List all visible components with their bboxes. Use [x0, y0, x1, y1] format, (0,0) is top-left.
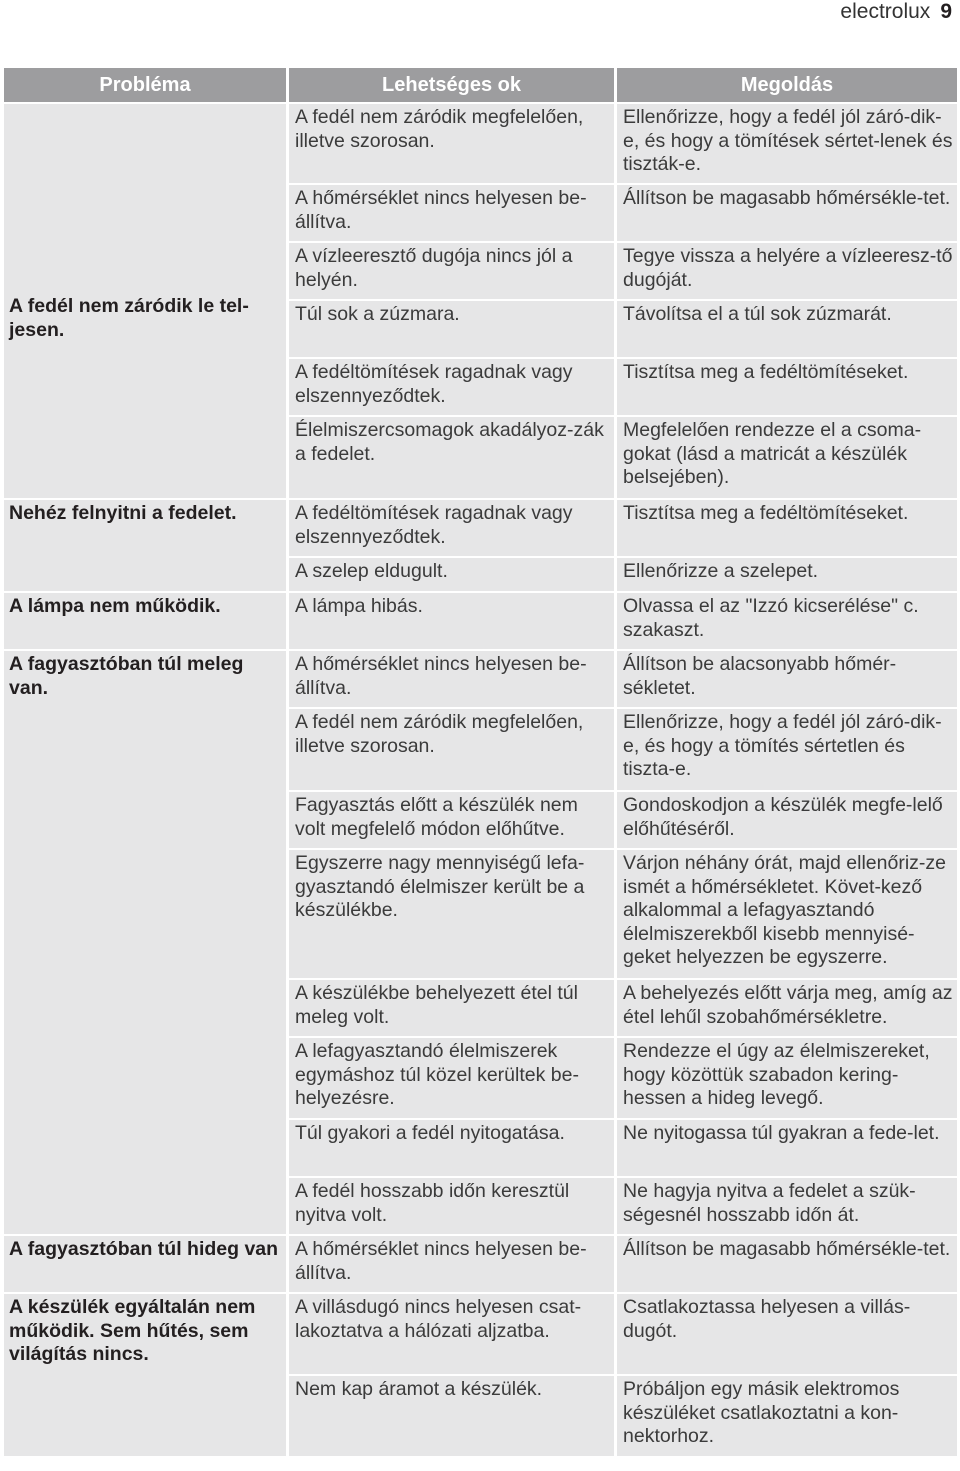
- table-row: [4, 1234, 957, 1292]
- cause-cell: A vízleeresztő dugója nincs jól a helyén.: [289, 241, 617, 299]
- table-row: [4, 102, 957, 183]
- table-row: [4, 591, 957, 649]
- cause-cell: Fagyasztás előtt a készülék nem volt megfelelő módon előhűtve.: [289, 790, 617, 848]
- problem-text: A fedél nem záródik le tel-jesen.: [9, 295, 249, 341]
- column-header-problem: Probléma: [4, 68, 289, 102]
- cause-cell: A fedéltömítések ragadnak vagy elszennyeződtek.: [289, 357, 617, 415]
- solution-cell: Ellenőrizze a szelepet.: [617, 556, 957, 591]
- cause-cell: A fedél hosszabb időn keresztül nyitva volt.: [289, 1176, 617, 1234]
- brand-name: electrolux: [840, 0, 931, 23]
- solution-cell: Olvassa el az "Izzó kicserélése" c. szakaszt.: [617, 591, 957, 649]
- troubleshooting-table: [4, 68, 957, 1456]
- column-header-cause: Lehetséges ok: [289, 68, 617, 102]
- cause-cell: A lámpa hibás.: [289, 591, 617, 649]
- cause-cell: A hőmérséklet nincs helyesen be-állítva.: [289, 183, 617, 241]
- cause-cell: A készülékbe behelyezett étel túl meleg volt.: [289, 978, 617, 1036]
- problem-cell-lamp: A lámpa nem működik.: [4, 591, 289, 649]
- solution-cell: Állítson be magasabb hőmérsékle-tet.: [617, 183, 957, 241]
- solution-cell: Megfelelően rendezze el a csoma-gokat (lásd a matricát a készülék belsejében).: [617, 415, 957, 498]
- solution-cell: Távolítsa el a túl sok zúzmarát.: [617, 299, 957, 357]
- table-row: [4, 649, 957, 707]
- cause-cell: Egyszerre nagy mennyiségű lefa-gyasztandó élelmiszer került be a készülékbe.: [289, 848, 617, 978]
- page-number: 9: [940, 0, 952, 23]
- cause-cell: Nem kap áramot a készülék.: [289, 1374, 617, 1456]
- problem-cell-lid: [4, 102, 289, 498]
- column-header-solution: Megoldás: [617, 68, 957, 102]
- cause-cell: A fedél nem záródik megfelelően, illetve szorosan.: [289, 102, 617, 183]
- solution-cell: Tegye vissza a helyére a vízleeresz-tő dugóját.: [617, 241, 957, 299]
- solution-cell: Állítson be alacsonyabb hőmér-sékletet.: [617, 649, 957, 707]
- solution-cell: Ne nyitogassa túl gyakran a fede-let.: [617, 1118, 957, 1176]
- solution-cell: Ellenőrizze, hogy a fedél jól záró-dik-e, és hogy a tömítés sértetlen és tiszta-e.: [617, 707, 957, 790]
- cause-cell: Túl sok a zúzmara.: [289, 299, 617, 357]
- solution-cell: Ellenőrizze, hogy a fedél jól záró-dik-e, és hogy a tömítések sértet-lenek és tiszták-e.: [617, 102, 957, 183]
- solution-cell: Várjon néhány órát, majd ellenőriz-ze ismét a hőmérsékletet. Követ-kező alkalommal a lefagyasztandó élelmiszerekből kisebb mennyisé-geket helyezzen be egyszerre.: [617, 848, 957, 978]
- cause-cell: Túl gyakori a fedél nyitogatása.: [289, 1118, 617, 1176]
- solution-cell: Gondoskodjon a készülék megfe-lelő előhűtéséről.: [617, 790, 957, 848]
- cause-cell: A fedéltömítések ragadnak vagy elszennyeződtek.: [289, 498, 617, 556]
- solution-cell: Állítson be magasabb hőmérsékle-tet.: [617, 1234, 957, 1292]
- solution-cell: Ne hagyja nyitva a fedelet a szük-ségesnél hosszabb időn át.: [617, 1176, 957, 1234]
- cause-cell: A hőmérséklet nincs helyesen be-állítva.: [289, 649, 617, 707]
- solution-cell: Próbáljon egy másik elektromos készüléket csatlakoztatni a kon-nektorhoz.: [617, 1374, 957, 1456]
- table-row: [4, 1292, 957, 1374]
- cause-cell: A lefagyasztandó élelmiszerek egymáshoz túl közel kerültek be-helyezésre.: [289, 1036, 617, 1118]
- solution-cell: Tisztítsa meg a fedéltömítéseket.: [617, 357, 957, 415]
- solution-cell: Rendezze el úgy az élelmiszereket, hogy közöttük szabadon kering-hessen a hideg levegő.: [617, 1036, 957, 1118]
- table-row: [4, 498, 957, 556]
- solution-cell: Tisztítsa meg a fedéltömítéseket.: [617, 498, 957, 556]
- page-header: [840, 0, 952, 26]
- cause-cell: A fedél nem záródik megfelelően, illetve szorosan.: [289, 707, 617, 790]
- solution-cell: A behelyezés előtt várja meg, amíg az étel lehűl szobahőmérsékletre.: [617, 978, 957, 1036]
- cause-cell: Élelmiszercsomagok akadályoz-zák a fedelet.: [289, 415, 617, 498]
- cause-cell: A szelep eldugult.: [289, 556, 617, 591]
- cause-cell: A villásdugó nincs helyesen csat-lakoztatva a hálózati aljzatba.: [289, 1292, 617, 1374]
- table-header-row: [4, 68, 957, 102]
- cause-cell: A hőmérséklet nincs helyesen be-állítva.: [289, 1234, 617, 1292]
- solution-cell: Csatlakoztassa helyesen a villás-dugót.: [617, 1292, 957, 1374]
- problem-cell-too-cold: A fagyasztóban túl hideg van: [4, 1234, 289, 1292]
- problem-cell-too-warm: A fagyasztóban túl meleg van.: [4, 649, 289, 1234]
- problem-cell-no-power: A készülék egyáltalán nem működik. Sem hűtés, sem világítás nincs.: [4, 1292, 289, 1456]
- problem-cell-hard-open: Nehéz felnyitni a fedelet.: [4, 498, 289, 591]
